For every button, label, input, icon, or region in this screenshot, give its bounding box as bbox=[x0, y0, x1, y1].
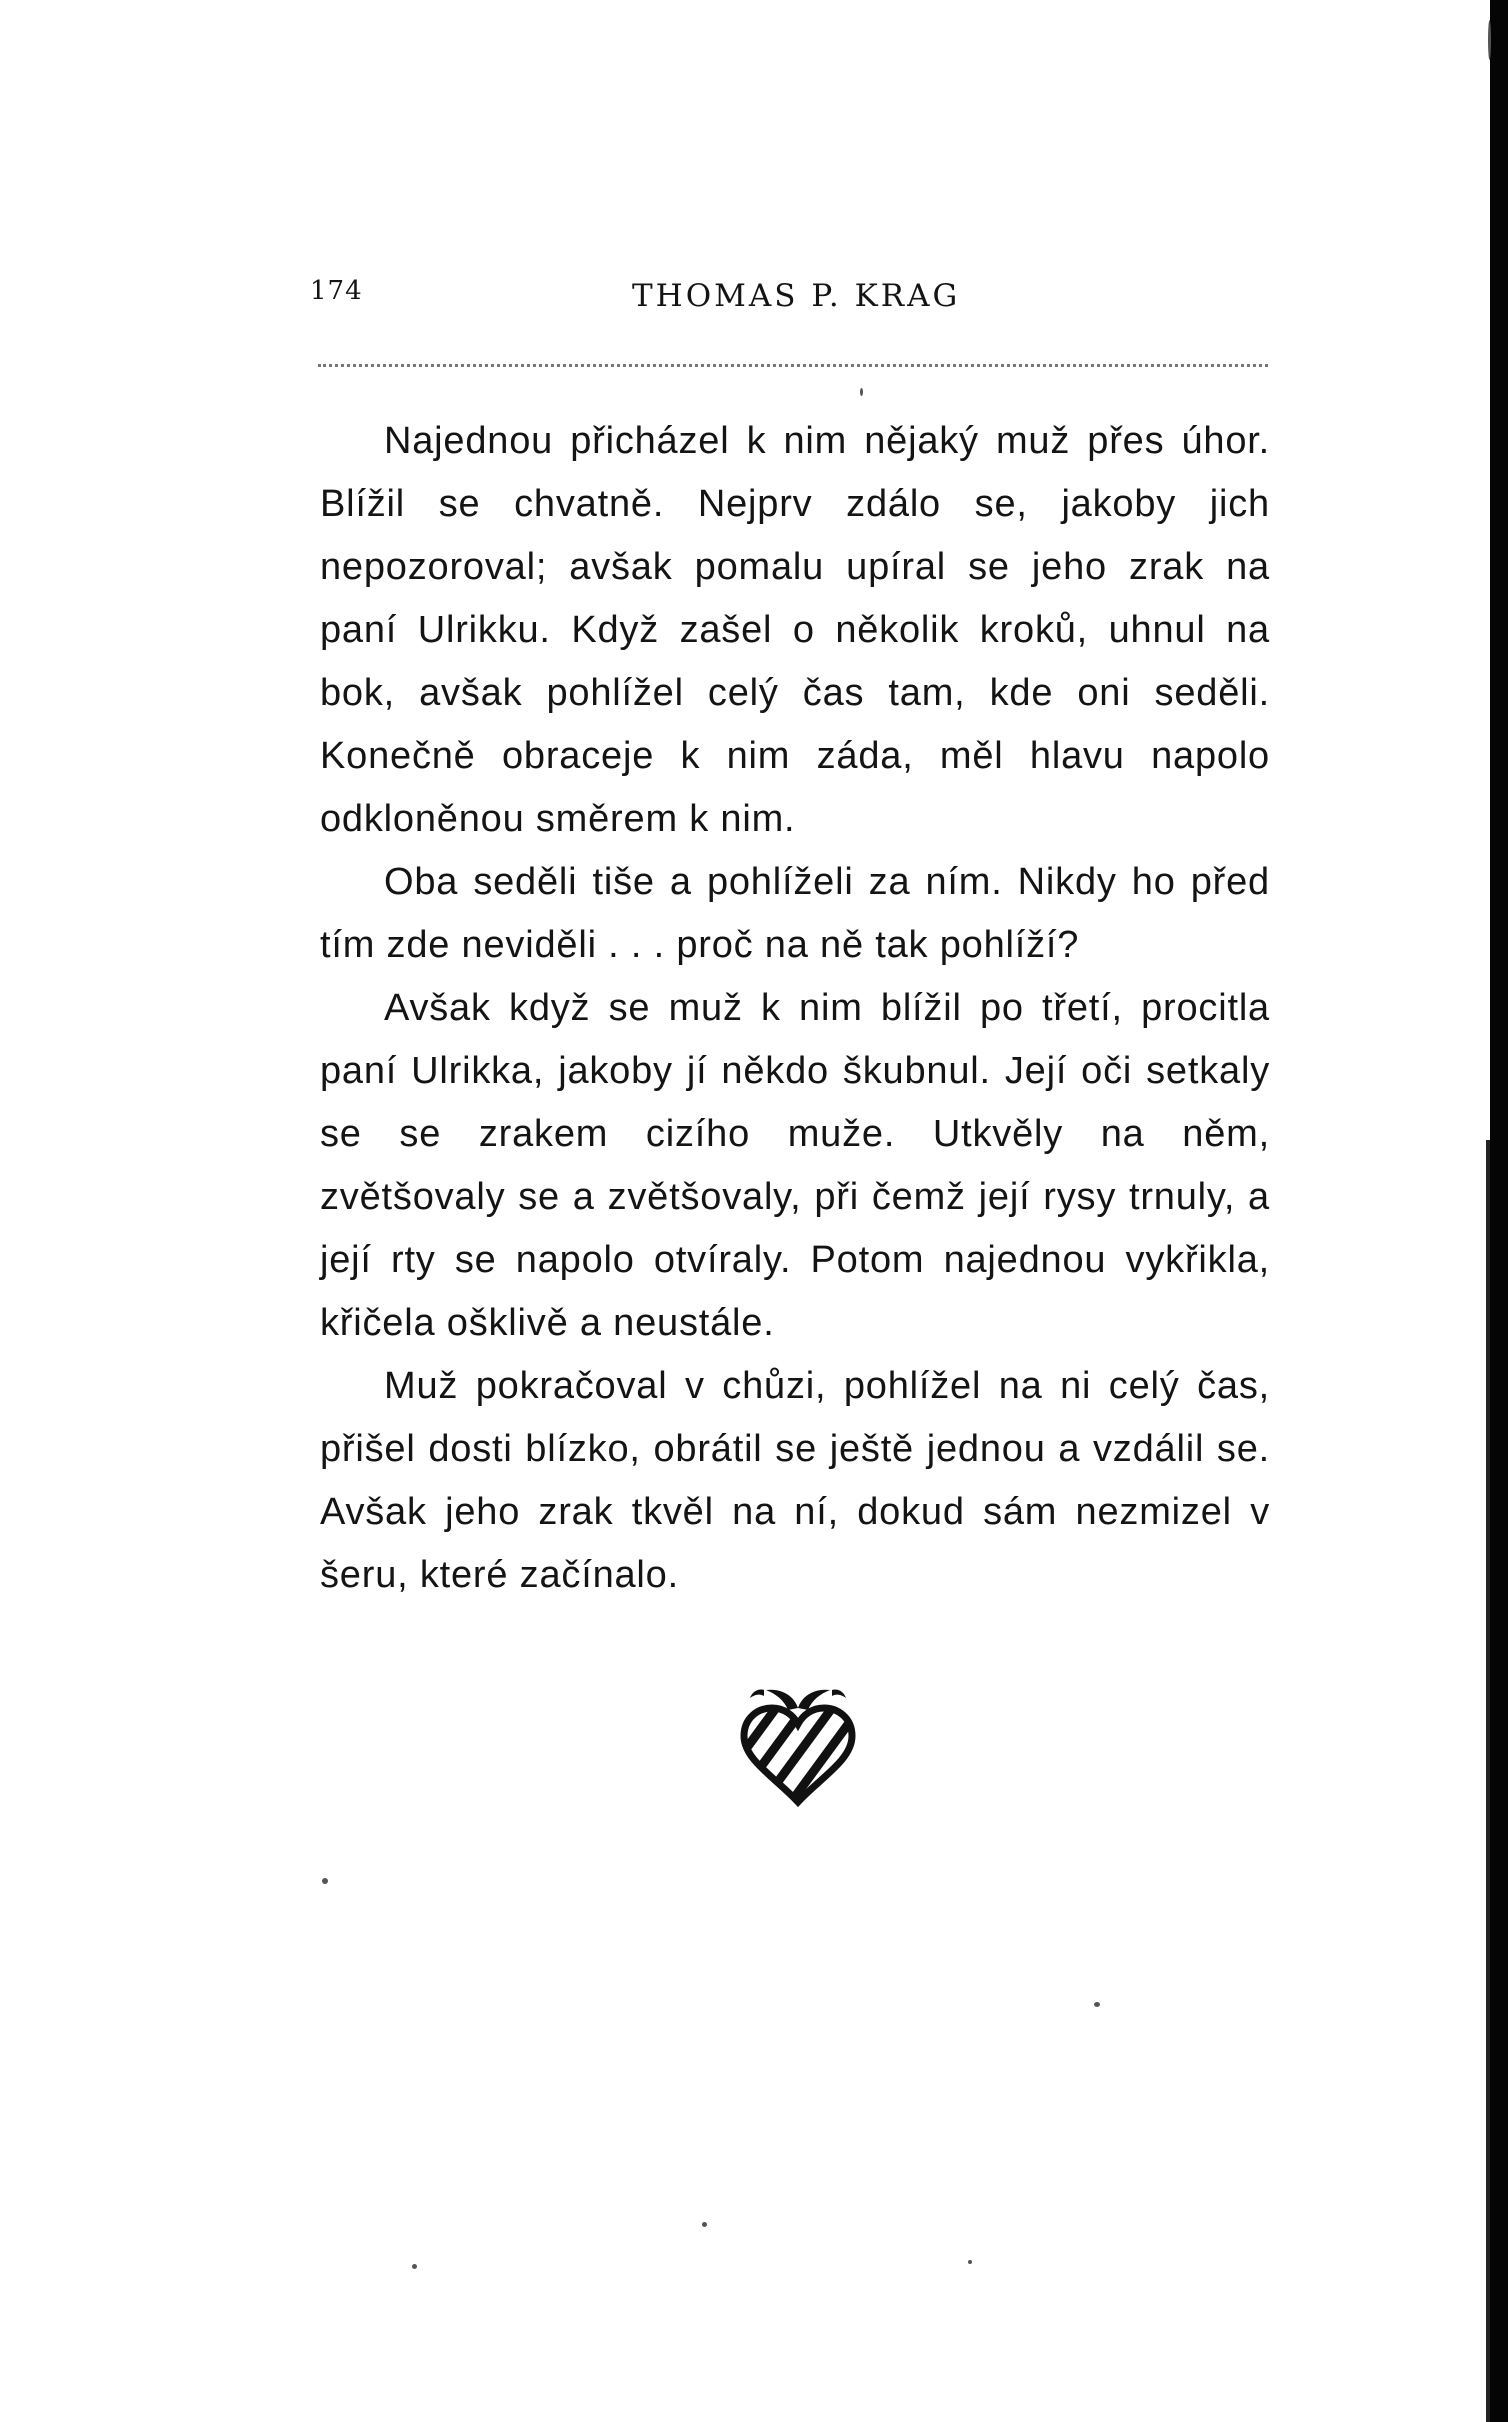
paragraph: Avšak když se muž k nim blížil po třetí, procitla paní Ulrikka, jakoby jí někdo škubnul. Její oči setkaly se se zrakem cizího muže. Utkvěly na něm, zvětšovaly se a zvětšovaly, při čemž její rysy trnuly, a její rty se napolo otvíraly. Potom najednou vykřikla, křičela ošklivě a neustále. bbox=[320, 987, 1270, 1344]
heart-ornament-icon bbox=[736, 1678, 860, 1808]
paragraph: Oba seděli tiše a pohlíželi za ním. Nikdy ho před tím zde neviděli . . . proč na ně tak pohlíží? bbox=[320, 861, 1270, 966]
running-title: THOMAS P. KRAG bbox=[632, 278, 961, 314]
paragraph: Muž pokračoval v chůzi, pohlížel na ni celý čas, přišel dosti blízko, obrátil se ještě jednou a vzdálil se. Avšak jeho zrak tkvěl na ní, dokud sám nezmizel v šeru, které začínalo. bbox=[320, 1365, 1270, 1596]
paper-speck bbox=[322, 1878, 328, 1884]
page-number: 174 bbox=[310, 276, 363, 306]
page-edge-line bbox=[1486, 1140, 1490, 2422]
paper-speck bbox=[1094, 2002, 1100, 2007]
paper-speck bbox=[968, 2260, 972, 2264]
paper-speck bbox=[412, 2264, 417, 2269]
paper-speck bbox=[702, 2222, 707, 2227]
body-text bbox=[320, 410, 1270, 1607]
page-header bbox=[310, 272, 1270, 322]
header-rule bbox=[318, 364, 1268, 367]
paper-speck bbox=[860, 388, 863, 396]
paper-speck bbox=[1488, 20, 1491, 60]
page-edge-shadow bbox=[1490, 0, 1508, 2422]
paragraph: Najednou přicházel k nim nějaký muž přes úhor. Blížil se chvatně. Nejprv zdálo se, jakoby jich nepozoroval; avšak pomalu upíral se jeho zrak na paní Ulrikku. Když zašel o několik kroků, uhnul na bok, avšak pohlížel celý čas tam, kde oni seděli. Konečně obraceje k nim záda, měl hlavu napolo odkloněnou směrem k nim. bbox=[320, 420, 1270, 840]
